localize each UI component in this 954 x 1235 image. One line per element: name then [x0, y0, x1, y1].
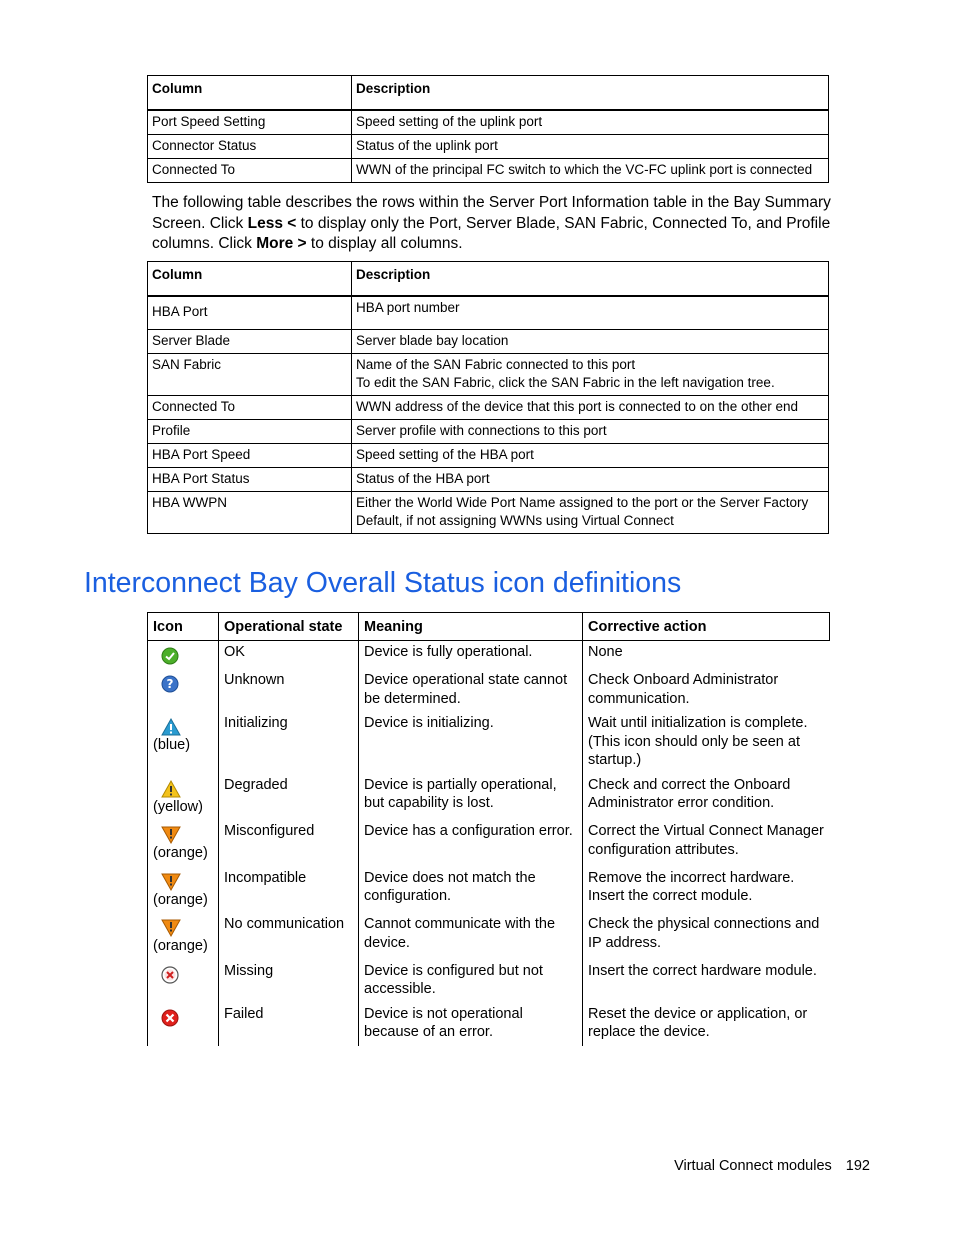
icon-color-note: (yellow) — [153, 798, 203, 815]
less-link-text: Less < — [247, 214, 297, 232]
action-cell: Remove the incorrect hardware. Insert the correct module. — [583, 867, 830, 914]
icon-cell — [148, 960, 219, 1003]
icon-color-note: (orange) — [153, 845, 208, 861]
para-text-3: to display all columns. — [306, 235, 463, 252]
cell-column: HBA Port Status — [148, 467, 352, 491]
down-arrow-orange-icon — [161, 826, 181, 844]
table-header-row — [148, 613, 830, 641]
table-row — [148, 467, 829, 491]
state-cell: OK — [219, 641, 359, 670]
table-row — [148, 641, 830, 670]
section-heading: Interconnect Bay Overall Status icon definitions — [84, 567, 682, 599]
cell-column: SAN Fabric — [148, 353, 352, 395]
action-cell: Wait until initialization is complete. (This icon should only be seen at startup.) — [583, 712, 830, 774]
table-row — [148, 867, 830, 914]
cell-description: Server profile with connections to this port — [352, 419, 829, 443]
icon-cell — [148, 641, 219, 670]
meaning-cell: Device is fully operational. — [359, 641, 583, 670]
cell-description: Status of the HBA port — [352, 467, 829, 491]
column-header: Column — [148, 76, 352, 111]
status-icon-table — [147, 612, 830, 1046]
state-cell: Missing — [219, 960, 359, 1003]
warning-blue-icon — [161, 718, 181, 736]
icon-header: Icon — [148, 613, 219, 641]
cell-description: HBA port number — [352, 296, 829, 329]
icon-color-note: (orange) — [153, 938, 208, 954]
state-cell: Unknown — [219, 669, 359, 712]
action-cell: Correct the Virtual Connect Manager configuration attributes. — [583, 820, 830, 867]
icon-cell — [148, 712, 219, 774]
ok-icon — [161, 647, 179, 665]
icon-cell — [148, 669, 219, 712]
cell-column: Profile — [148, 419, 352, 443]
table-row — [148, 712, 830, 774]
cell-column: Connected To — [148, 159, 352, 183]
cell-column: Port Speed Setting — [148, 110, 352, 135]
cell-description: Speed setting of the uplink port — [352, 110, 829, 135]
cell-description: Status of the uplink port — [352, 135, 829, 159]
svg-text:?: ? — [166, 677, 174, 691]
uplink-port-table — [147, 75, 829, 183]
table-row — [148, 353, 829, 395]
action-cell: Reset the device or application, or replace the device. — [583, 1003, 830, 1046]
cell-column: Connected To — [148, 395, 352, 419]
state-cell: No communication — [219, 913, 359, 960]
state-cell: Failed — [219, 1003, 359, 1046]
table-row — [148, 913, 830, 960]
table-row — [148, 159, 829, 183]
table-row — [148, 110, 829, 135]
more-link-text: More > — [256, 235, 307, 252]
meaning-cell: Device has a configuration error. — [359, 820, 583, 867]
cell-description: Either the World Wide Port Name assigned to the port or the Server Factory Default, if not assigning WWNs using Virtual Connect — [352, 491, 829, 533]
table-row — [148, 296, 829, 329]
cell-column: HBA Port — [148, 296, 352, 329]
operational-state-header: Operational state — [219, 613, 359, 641]
table-row — [148, 491, 829, 533]
column-header: Column — [148, 262, 352, 297]
state-cell: Initializing — [219, 712, 359, 774]
para-text-1: The following table describes the rows within the Server Port Information table in the Bay Summary Screen. Click — [152, 194, 831, 232]
failed-icon — [161, 1009, 179, 1027]
table-row — [148, 1003, 830, 1046]
table-row — [148, 443, 829, 467]
icon-cell — [148, 867, 219, 914]
table-row — [148, 960, 830, 1003]
table-row — [148, 669, 830, 712]
description-line-1: Name of the SAN Fabric connected to this port — [356, 356, 636, 372]
meaning-cell: Device is partially operational, but capability is lost. — [359, 774, 583, 821]
description-line-2: To edit the SAN Fabric, click the SAN Fabric in the left navigation tree. — [356, 374, 775, 390]
table-row — [148, 820, 830, 867]
down-arrow-orange-icon — [161, 919, 181, 937]
cell-description: Server blade bay location — [352, 329, 829, 353]
action-cell: None — [583, 641, 830, 670]
table-header-row — [148, 76, 829, 111]
corrective-action-header: Corrective action — [583, 613, 830, 641]
state-cell: Incompatible — [219, 867, 359, 914]
table-row — [148, 774, 830, 821]
meaning-cell: Device does not match the configuration. — [359, 867, 583, 914]
cell-description: WWN address of the device that this port is connected to on the other end — [352, 395, 829, 419]
intro-paragraph — [152, 193, 877, 255]
state-cell: Misconfigured — [219, 820, 359, 867]
table-row — [148, 395, 829, 419]
table-row — [148, 419, 829, 443]
action-cell: Insert the correct hardware module. — [583, 960, 830, 1003]
missing-icon — [161, 966, 179, 984]
icon-cell — [148, 913, 219, 960]
meaning-header: Meaning — [359, 613, 583, 641]
unknown-icon — [161, 675, 179, 693]
meaning-cell: Device operational state cannot be determined. — [359, 669, 583, 712]
footer-section-title: Virtual Connect modules — [674, 1158, 832, 1174]
action-cell: Check and correct the Onboard Administrator error condition. — [583, 774, 830, 821]
icon-cell — [148, 774, 219, 821]
description-header: Description — [352, 76, 829, 111]
state-cell: Degraded — [219, 774, 359, 821]
table-row — [148, 135, 829, 159]
meaning-cell: Cannot communicate with the device. — [359, 913, 583, 960]
page-footer — [674, 1158, 870, 1174]
icon-color-note: (orange) — [153, 891, 208, 908]
page-number: 192 — [845, 1158, 870, 1174]
icon-color-note: (blue) — [153, 737, 191, 753]
server-port-table — [147, 261, 829, 534]
table-row — [148, 329, 829, 353]
action-cell: Check Onboard Administrator communication. — [583, 669, 830, 712]
meaning-cell: Device is not operational because of an error. — [359, 1003, 583, 1046]
table-header-row — [148, 262, 829, 297]
meaning-cell: Device is initializing. — [359, 712, 583, 774]
action-cell: Check the physical connections and IP address. — [583, 913, 830, 960]
cell-description — [352, 353, 829, 395]
cell-description: Speed setting of the HBA port — [352, 443, 829, 467]
cell-description: WWN of the principal FC switch to which the VC-FC uplink port is connected — [352, 159, 829, 183]
icon-cell — [148, 820, 219, 867]
cell-column: Connector Status — [148, 135, 352, 159]
cell-column: Server Blade — [148, 329, 352, 353]
description-header: Description — [352, 262, 829, 297]
cell-column: HBA WWPN — [148, 491, 352, 533]
cell-column: HBA Port Speed — [148, 443, 352, 467]
icon-cell — [148, 1003, 219, 1046]
meaning-cell: Device is configured but not accessible. — [359, 960, 583, 1003]
warning-yellow-icon — [161, 780, 181, 798]
down-arrow-orange-icon — [161, 873, 181, 891]
para-text-2: to display only the Port, Server Blade, SAN Fabric, Connected To, and Profile columns. Click — [152, 214, 831, 252]
